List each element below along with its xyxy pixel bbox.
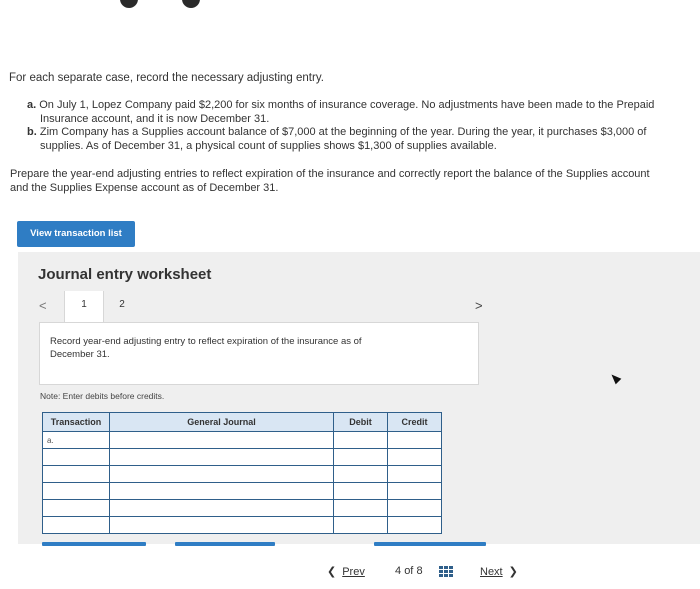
page-current: 4 bbox=[395, 565, 402, 577]
credit-cell[interactable] bbox=[388, 500, 442, 517]
case-b-line2: supplies. As of December 31, a physical count of supplies shows $1,300 of supplies available. bbox=[40, 139, 497, 152]
journal-entry-worksheet bbox=[18, 252, 700, 544]
case-a bbox=[27, 99, 654, 126]
account-cell[interactable] bbox=[110, 449, 334, 466]
view-general-journal-button[interactable] bbox=[374, 542, 486, 546]
column-header-debit: Debit bbox=[334, 413, 388, 432]
prev-label: Prev bbox=[342, 566, 365, 578]
chevron-right-icon: ❯ bbox=[508, 566, 518, 578]
table-row bbox=[43, 483, 442, 500]
column-header-credit: Credit bbox=[388, 413, 442, 432]
debit-cell[interactable] bbox=[334, 466, 388, 483]
transaction-cell: a. bbox=[43, 432, 110, 449]
transaction-cell bbox=[43, 466, 110, 483]
table-header-row bbox=[43, 413, 442, 432]
table-row bbox=[43, 449, 442, 466]
worksheet-title: Journal entry worksheet bbox=[38, 266, 212, 283]
credit-cell[interactable] bbox=[388, 466, 442, 483]
tab-2[interactable]: 2 bbox=[119, 299, 125, 310]
credit-cell[interactable] bbox=[388, 483, 442, 500]
record-entry-button[interactable] bbox=[42, 542, 146, 546]
prepare-line2: and the Supplies Expense account as of December 31. bbox=[10, 181, 279, 194]
debit-cell[interactable] bbox=[334, 432, 388, 449]
page-indicator bbox=[395, 565, 423, 577]
transaction-cell bbox=[43, 449, 110, 466]
entry-instruction bbox=[50, 336, 430, 361]
chevron-right-icon[interactable]: > bbox=[475, 298, 483, 313]
account-cell[interactable] bbox=[110, 483, 334, 500]
page-of: of bbox=[404, 565, 414, 577]
case-a-line1: On July 1, Lopez Company paid $2,200 for six months of insurance coverage. No adjustments have been made to the Prepaid bbox=[39, 99, 655, 111]
table-row bbox=[43, 517, 442, 534]
circle-icon bbox=[120, 0, 138, 8]
clear-entry-button[interactable] bbox=[175, 542, 275, 546]
instructions-intro: For each separate case, record the necessary adjusting entry. bbox=[9, 72, 324, 84]
view-transaction-list-button[interactable]: View transaction list bbox=[17, 221, 135, 247]
case-b bbox=[27, 126, 646, 153]
entry-instruction-line1: Record year-end adjusting entry to reflect expiration of the insurance as of bbox=[50, 336, 362, 347]
debit-cell[interactable] bbox=[334, 449, 388, 466]
grid-icon[interactable] bbox=[439, 566, 453, 579]
case-b-line1: Zim Company has a Supplies account balance of $7,000 at the beginning of the year. During the year, it purchases $3,000 of bbox=[39, 126, 647, 138]
next-button[interactable] bbox=[480, 565, 518, 578]
prepare-line1: Prepare the year-end adjusting entries to reflect expiration of the insurance and correctly report the balance of the Supplies account bbox=[10, 168, 650, 180]
journal-table bbox=[42, 412, 442, 534]
entry-instruction-line2: December 31. bbox=[50, 348, 110, 360]
next-label: Next bbox=[480, 566, 503, 578]
case-a-line2: Insurance account, and it is now December 31. bbox=[40, 112, 270, 125]
entry-instruction-box bbox=[39, 322, 479, 385]
debit-cell[interactable] bbox=[334, 500, 388, 517]
debit-cell[interactable] bbox=[334, 517, 388, 534]
account-cell[interactable] bbox=[110, 500, 334, 517]
column-header-general-journal: General Journal bbox=[110, 413, 334, 432]
account-cell[interactable] bbox=[110, 466, 334, 483]
chevron-left-icon: ❮ bbox=[327, 566, 337, 578]
credit-cell[interactable] bbox=[388, 432, 442, 449]
transaction-cell bbox=[43, 500, 110, 517]
prepare-instructions bbox=[10, 168, 650, 195]
column-header-transaction: Transaction bbox=[43, 413, 110, 432]
table-row bbox=[43, 466, 442, 483]
prev-button[interactable] bbox=[327, 565, 365, 578]
page-total: 8 bbox=[416, 565, 423, 577]
table-row bbox=[43, 500, 442, 517]
credit-cell[interactable] bbox=[388, 449, 442, 466]
chevron-left-icon[interactable]: < bbox=[39, 298, 47, 313]
debit-cell[interactable] bbox=[334, 483, 388, 500]
case-a-label: a. bbox=[27, 99, 37, 111]
case-b-label: b. bbox=[27, 126, 37, 138]
table-row bbox=[43, 432, 442, 449]
account-cell[interactable] bbox=[110, 517, 334, 534]
transaction-cell bbox=[43, 483, 110, 500]
circle-icon bbox=[182, 0, 200, 8]
note-text: Note: Enter debits before credits. bbox=[40, 391, 165, 401]
credit-cell[interactable] bbox=[388, 517, 442, 534]
transaction-cell bbox=[43, 517, 110, 534]
account-cell[interactable] bbox=[110, 432, 334, 449]
tab-1[interactable]: 1 bbox=[64, 291, 104, 323]
